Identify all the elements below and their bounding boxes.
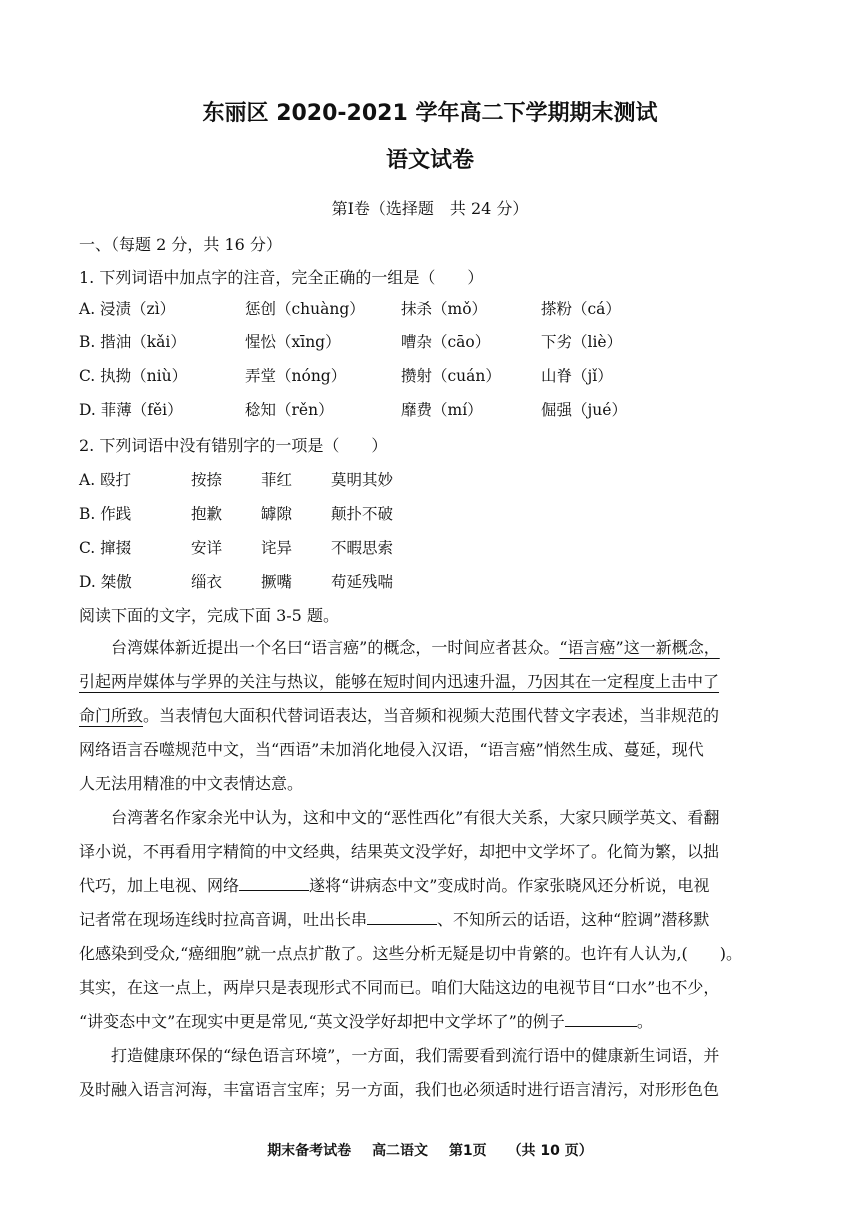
- option-item: 倔强（jué）: [541, 401, 627, 419]
- q1-option-row: [79, 398, 779, 420]
- option-item: A. 浸渍（zì）: [79, 300, 176, 318]
- passage-line: [79, 699, 783, 733]
- option-item: 抱歉: [191, 505, 223, 523]
- text-run: 。当表情包大面积代替词语表达，当音频和视频大范围代替文字表述，当非规范的: [143, 706, 720, 725]
- option-item: 菲红: [261, 471, 293, 489]
- passage-line: [79, 1005, 783, 1039]
- option-item: 苟延残喘: [331, 573, 394, 591]
- option-item: C. 撺掇: [79, 539, 132, 557]
- q1-option-row: [79, 364, 779, 386]
- footer-total-pages: （共 10 页）: [507, 1143, 593, 1159]
- option-item: 莫明其妙: [331, 471, 394, 489]
- passage-line: 译小说，不再看用字精简的中文经典，结果英文没学好，却把中文学坏了。化简为繁，以拙: [79, 842, 720, 861]
- underlined-text: 命门所致: [79, 706, 144, 725]
- page-title: 东丽区 2020-2021 学年高二下学期期末测试: [202, 101, 658, 126]
- passage-line: 打造健康环保的“绿色语言环境”，一方面，我们需要看到流行语中的健康新生词语，并: [111, 1046, 720, 1065]
- fill-blank: [239, 876, 309, 891]
- option-item: 缁衣: [191, 573, 223, 591]
- option-item: C. 执拗（niù）: [79, 367, 188, 385]
- reading-intro: 阅读下面的文字，完成下面 3-5 题。: [79, 606, 339, 625]
- page-footer: [0, 1140, 860, 1160]
- passage-line: 其实，在这一点上，两岸只是表现形式不同而已。咱们大陆这边的电视节目“口水”也不少，: [79, 978, 720, 997]
- option-item: A. 殴打: [79, 471, 132, 489]
- fill-blank: [565, 1012, 637, 1027]
- option-item: B. 作践: [79, 505, 132, 523]
- section-heading: 第Ⅰ卷（选择题 共 24 分）: [331, 199, 529, 218]
- fill-blank: [367, 910, 437, 925]
- option-item: 山脊（jǐ）: [541, 367, 613, 385]
- footer-subject: 高二语文: [372, 1143, 429, 1159]
- option-item: 诧异: [261, 539, 293, 557]
- option-item: 下劣（liè）: [541, 333, 623, 351]
- option-item: 弄堂（nóng）: [245, 367, 347, 385]
- passage-line: [79, 903, 783, 937]
- option-item: 嘈杂（cāo）: [401, 333, 491, 351]
- text-run: 。: [636, 1012, 653, 1031]
- passage-line: 及时融入语言河海，丰富语言宝库；另一方面，我们也必须适时进行语言清污，对形形色色: [79, 1080, 720, 1099]
- option-item: B. 揩油（kǎi）: [79, 333, 186, 351]
- passage-line: 化感染到受众,“癌细胞”就一点点扩散了。这些分析无疑是切中肯綮的。也许有人认为,( )。: [79, 944, 743, 963]
- text-run: 代巧，加上电视、网络: [79, 876, 240, 895]
- option-item: 安详: [191, 539, 223, 557]
- text-run: 记者常在现场连线时拉高音调，吐出长串: [79, 910, 368, 929]
- option-item: 撅嘴: [261, 573, 293, 591]
- underlined-text: 引起两岸媒体与学界的关注与热议，能够在短时间内迅速升温，乃因其在一定程度上击中了: [79, 672, 720, 691]
- option-item: 按捺: [191, 471, 223, 489]
- passage-line: 台湾著名作家余光中认为，这和中文的“恶性西化”有很大关系，大家只顾学英文、看翻: [111, 808, 720, 827]
- q2-option-row: [79, 468, 779, 490]
- passage-line: 网络语言吞噬规范中文，当“西语”未加消化地侵入汉语，“语言癌”悄然生成、蔓延，现代: [79, 740, 704, 759]
- option-item: 颠扑不破: [331, 505, 394, 523]
- option-item: 靡费（mí）: [401, 401, 483, 419]
- option-item: D. 桀傲: [79, 573, 132, 591]
- option-item: 搽粉（cá）: [541, 300, 621, 318]
- reading-passage: [79, 631, 783, 1107]
- q2-option-row: [79, 570, 779, 592]
- option-item: 稔知（rěn）: [245, 401, 334, 419]
- option-item: 抹杀（mǒ）: [401, 300, 488, 318]
- option-item: 不暇思索: [331, 539, 394, 557]
- passage-line: [79, 631, 783, 665]
- option-item: 罅隙: [261, 505, 293, 523]
- passage-line: [79, 869, 783, 903]
- option-item: 攒射（cuán）: [401, 367, 501, 385]
- option-item: D. 菲薄（fěi）: [79, 401, 183, 419]
- underlined-text: “语言癌”这一新概念，: [559, 638, 720, 657]
- footer-page-number: 第1页: [448, 1143, 487, 1159]
- page-subtitle: 语文试卷: [385, 148, 474, 173]
- text-run: “讲变态中文”在现实中更是常见,“英文没学好却把中文学坏了”的例子: [79, 1012, 565, 1031]
- option-item: 惺忪（xīng）: [245, 333, 341, 351]
- part1-heading: 一、（每题 2 分，共 16 分）: [79, 235, 282, 254]
- q2-stem: 2. 下列词语中没有错别字的一项是（ ）: [79, 436, 388, 455]
- q1-option-row: [79, 330, 779, 352]
- footer-label: 期末备考试卷: [267, 1143, 352, 1159]
- q1-stem: 1. 下列词语中加点字的注音，完全正确的一组是（ ）: [79, 268, 484, 287]
- text-run: 台湾媒体新近提出一个名曰“语言癌”的概念，一时间应者甚众。: [111, 638, 560, 657]
- q2-option-row: [79, 536, 779, 558]
- option-item: 惩创（chuàng）: [245, 300, 365, 318]
- text-run: 遂将“讲病态中文”变成时尚。作家张晓风还分析说，电视: [309, 876, 710, 895]
- passage-line: 人无法用精准的中文表情达意。: [79, 774, 304, 793]
- q2-option-row: [79, 502, 779, 524]
- text-run: 、不知所云的话语，这种“腔调”潜移默: [437, 910, 710, 929]
- q1-option-row: [79, 297, 779, 319]
